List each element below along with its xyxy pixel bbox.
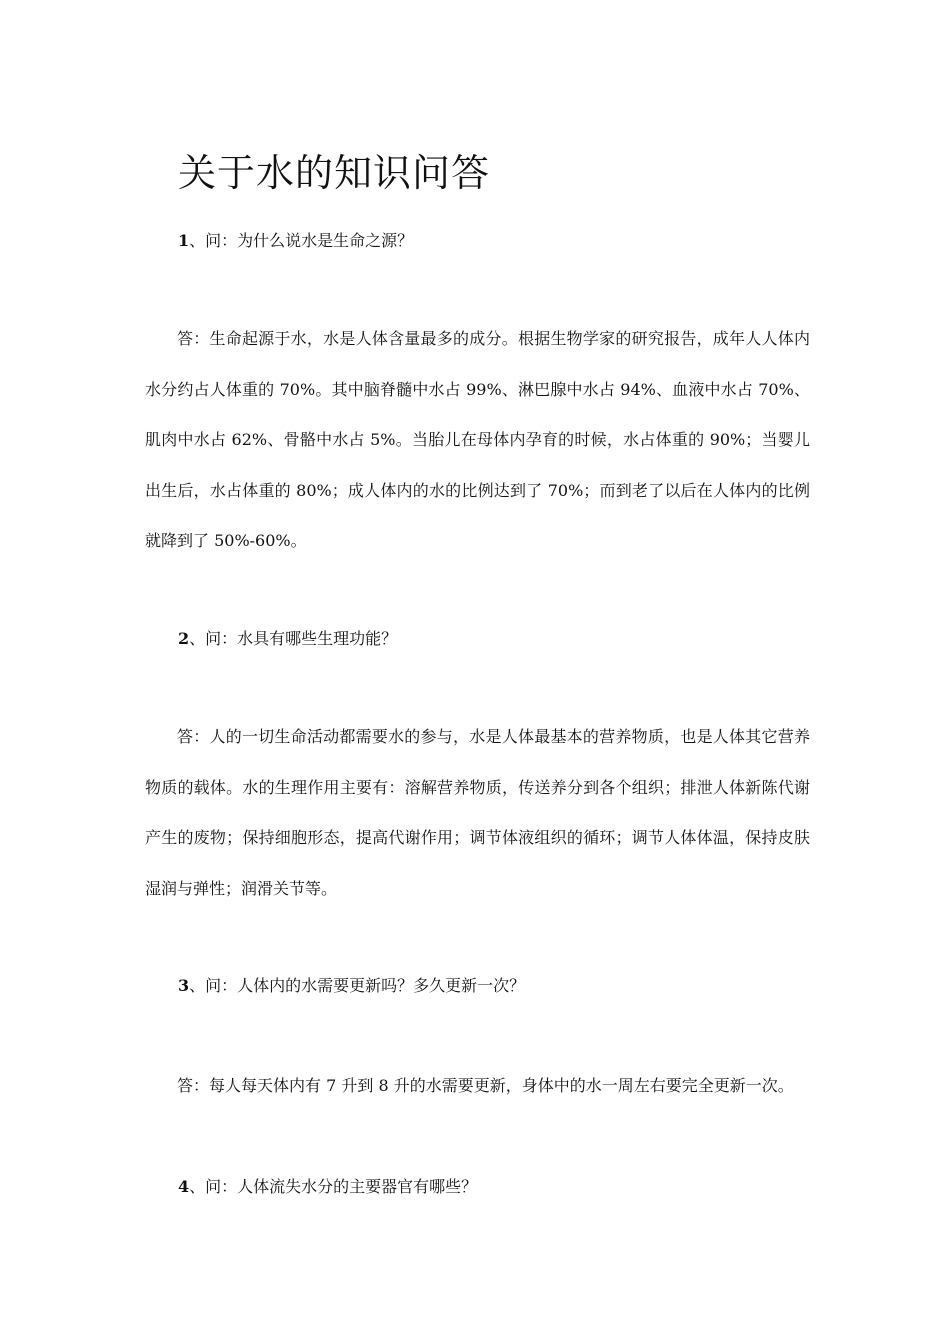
question-number: 1 [178,231,190,250]
question-4 [178,1175,477,1199]
question-1 [178,229,413,253]
question-number: 2 [178,629,190,648]
question-2 [178,627,397,651]
question-number: 3 [178,976,190,995]
question-text: 、问：为什么说水是生命之源？ [189,231,414,250]
answer-3: 答：每人每天体内有 7 升到 8 升的水需要更新，身体中的水一周左右要完全更新一次。 [177,1076,794,1095]
question-3 [178,974,525,998]
question-text: 、问：人体内的水需要更新吗？多久更新一次？ [189,976,526,995]
question-number: 4 [178,1177,190,1196]
document-title: 关于水的知识问答 [178,151,491,195]
question-text: 、问：人体流失水分的主要器官有哪些？ [189,1177,478,1196]
answer-2: 答：人的一切生命活动都需要水的参与，水是人体最基本的营养物质，也是人体其它营养物质的载体。水的生理作用主要有：溶解营养物质，传送养分到各个组织；排泄人体新陈代谢产生的废物；保持细胞形态，提高代谢作用；调节体液组织的循环；调节人体体温，保持皮肤湿润与弹性；润滑关节等。 [145,727,810,898]
question-text: 、问：水具有哪些生理功能？ [189,629,398,648]
answer-1: 答：生命起源于水，水是人体含量最多的成分。根据生物学家的研究报告，成年人人体内水分约占人体重的 70%。其中脑脊髓中水占 99%、淋巴腺中水占 94%、血液中水占 70%、肌肉中水占 62%、骨骼中水占 5%。当胎儿在母体内孕育的时候，水占体重的 90%；当婴儿出生后，水占体重的 80%；成人体内的水的比例达到了 70%；而到老了以后在人体内的比例就降到了 50%-60%。 [145,329,810,550]
